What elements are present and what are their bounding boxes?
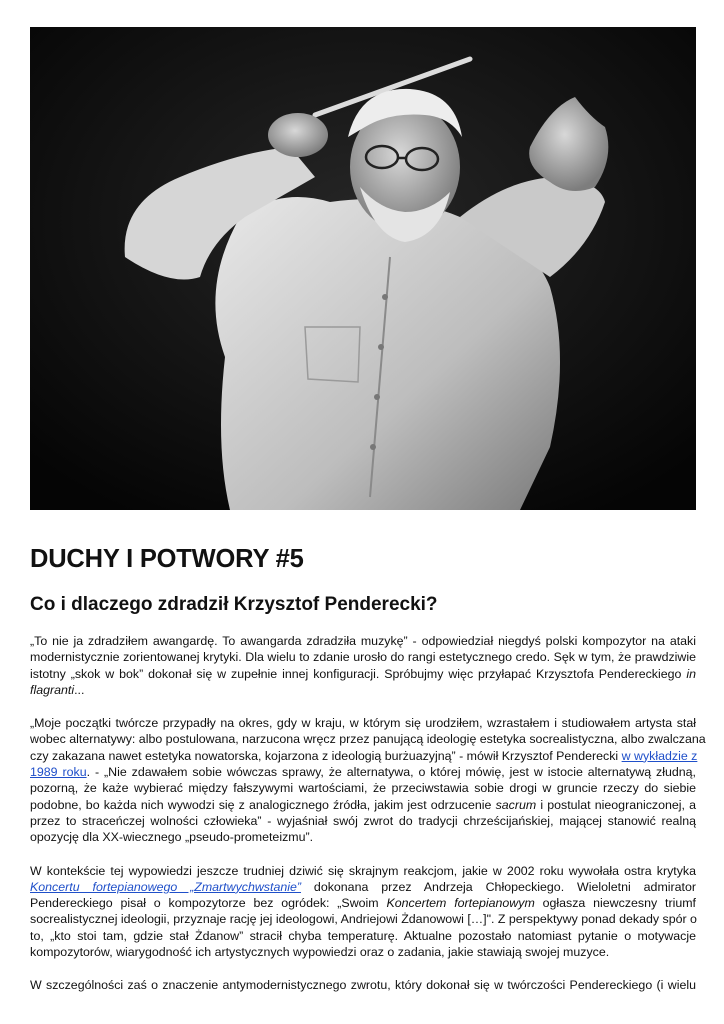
concerto-link-text: Koncertu fortepianowego „Zmartwychwstanie” xyxy=(30,879,301,894)
lecture-link[interactable]: w wykładzie z xyxy=(621,748,698,763)
text-fragment: ogłasza niewczesny triumf xyxy=(542,896,696,911)
text-line: pozorną, że każe wybierać między fałszywymi wartościami, że przeciwstawia sobie drogi w gruncie rzeczy do siebie xyxy=(30,781,696,796)
lecture-link-cont[interactable]: 1989 roku xyxy=(30,765,87,780)
page-title: DUCHY I POTWORY #5 xyxy=(30,545,304,573)
text-fragment: czy zakazana nawet estetyka nowatorska, kojarzona z ideologią burżuazyjną” - mówił Krzysztof Penderecki xyxy=(30,748,619,763)
text-fragment: . - „Nie zdawałem sobie wówczas sprawy, że alternatywa, o której mówię, jest w istocie alternatywą złudną, xyxy=(86,765,696,780)
text-line: wobec alternatywy: albo postulowana, narzucona wręcz przez panującą ideologię estetyka socrealistyczna, albo zwalczana xyxy=(30,732,706,747)
text-fragment: dokonana przez Andrzeja Chłopeckiego. Wieloletni admirator xyxy=(313,879,696,894)
text-fragment: istotny „skok w bok” dokonał się w zupełnie innej konfiguracji. Spróbujmy więc przyłapać Krzysztofa Pendereckiego xyxy=(30,666,682,681)
text-line xyxy=(30,748,696,764)
emphasis-text: sacrum xyxy=(495,797,537,812)
text-line: to, „kto stoi tam, gdzie stał Żdanow” stracił chyba temperaturę. Aktualne pozostało natomiast pytanie o motywacje xyxy=(30,928,696,943)
text-line: W kontekście tej wypowiedzi jeszcze trudniej dziwić się skrajnym reakcjom, jakie w 2002 roku wywołała ostra krytyka xyxy=(30,863,696,878)
text-line xyxy=(30,764,696,780)
text-line: przez to straceńczej wolności człowieka” - wyjaśniał swój zwrot do tradycji chrześcijańskiej, mającej stanowić realną xyxy=(30,813,696,828)
text-fragment: podobne, bo każda nich wywodzi się z analogicznego źródła, jakim jest odrzucenie xyxy=(30,797,492,812)
text-fragment: ... xyxy=(74,682,85,697)
text-fragment: i postulat nieograniczonej, a xyxy=(540,797,697,812)
text-fragment: Pendereckiego pisał o kompozytorze bez ogródek: „Swoim xyxy=(30,896,379,911)
text-line xyxy=(30,879,696,895)
text-line: opozycję dla XX-wiecznego „pseudo-prometeizmu”. xyxy=(30,830,314,845)
paragraph-1 xyxy=(30,633,696,698)
conductor-photo-illustration xyxy=(30,27,696,510)
text-line xyxy=(30,797,696,813)
emphasis-text: in xyxy=(686,666,696,681)
text-line xyxy=(30,682,696,698)
text-line: modernistycznie zorientowanej krytyki. Dla wielu to zdanie urosło do rangi estetycznego credo. Sęk w tym, że prawdziwie xyxy=(30,650,696,665)
emphasis-text: flagranti xyxy=(30,682,75,697)
paragraph-3 xyxy=(30,863,696,961)
text-line: „Moje początki twórcze przypadły na okres, gdy w kraju, w którym się urodziłem, wzrastałem i studiowałem artysta stał xyxy=(30,716,696,731)
paragraph-2 xyxy=(30,715,706,845)
paragraph-4 xyxy=(30,977,696,993)
text-line: kompozytorów, wiarygodność ich artystycznych wypowiedzi oraz o zadania, jakie stawiają swojej muzyce. xyxy=(30,945,610,960)
article xyxy=(30,27,706,993)
page-subtitle: Co i dlaczego zdradził Krzysztof Penderecki? xyxy=(30,594,438,615)
article-body xyxy=(30,633,706,1011)
text-line xyxy=(30,895,696,911)
emphasis-text: Koncertem fortepianowym xyxy=(386,896,535,911)
concerto-link[interactable] xyxy=(30,880,301,894)
text-line xyxy=(30,666,696,682)
text-line: „To nie ja zdradziłem awangardę. To awangarda zdradziła muzykę” - odpowiedział niegdyś polski kompozytor na ataki xyxy=(30,634,696,648)
text-line: socrealistycznej ideologii, przyznaje rację jej ideologowi, Andriejowi Żdanowowi […]". Z perspektywy ponad dekady spór o xyxy=(30,912,697,927)
conductor-photo xyxy=(30,27,696,510)
text-line: W szczególności zaś o znaczenie antymodernistycznego zwrotu, który dokonał się w twórczości Pendereckiego (i wielu xyxy=(30,978,696,993)
